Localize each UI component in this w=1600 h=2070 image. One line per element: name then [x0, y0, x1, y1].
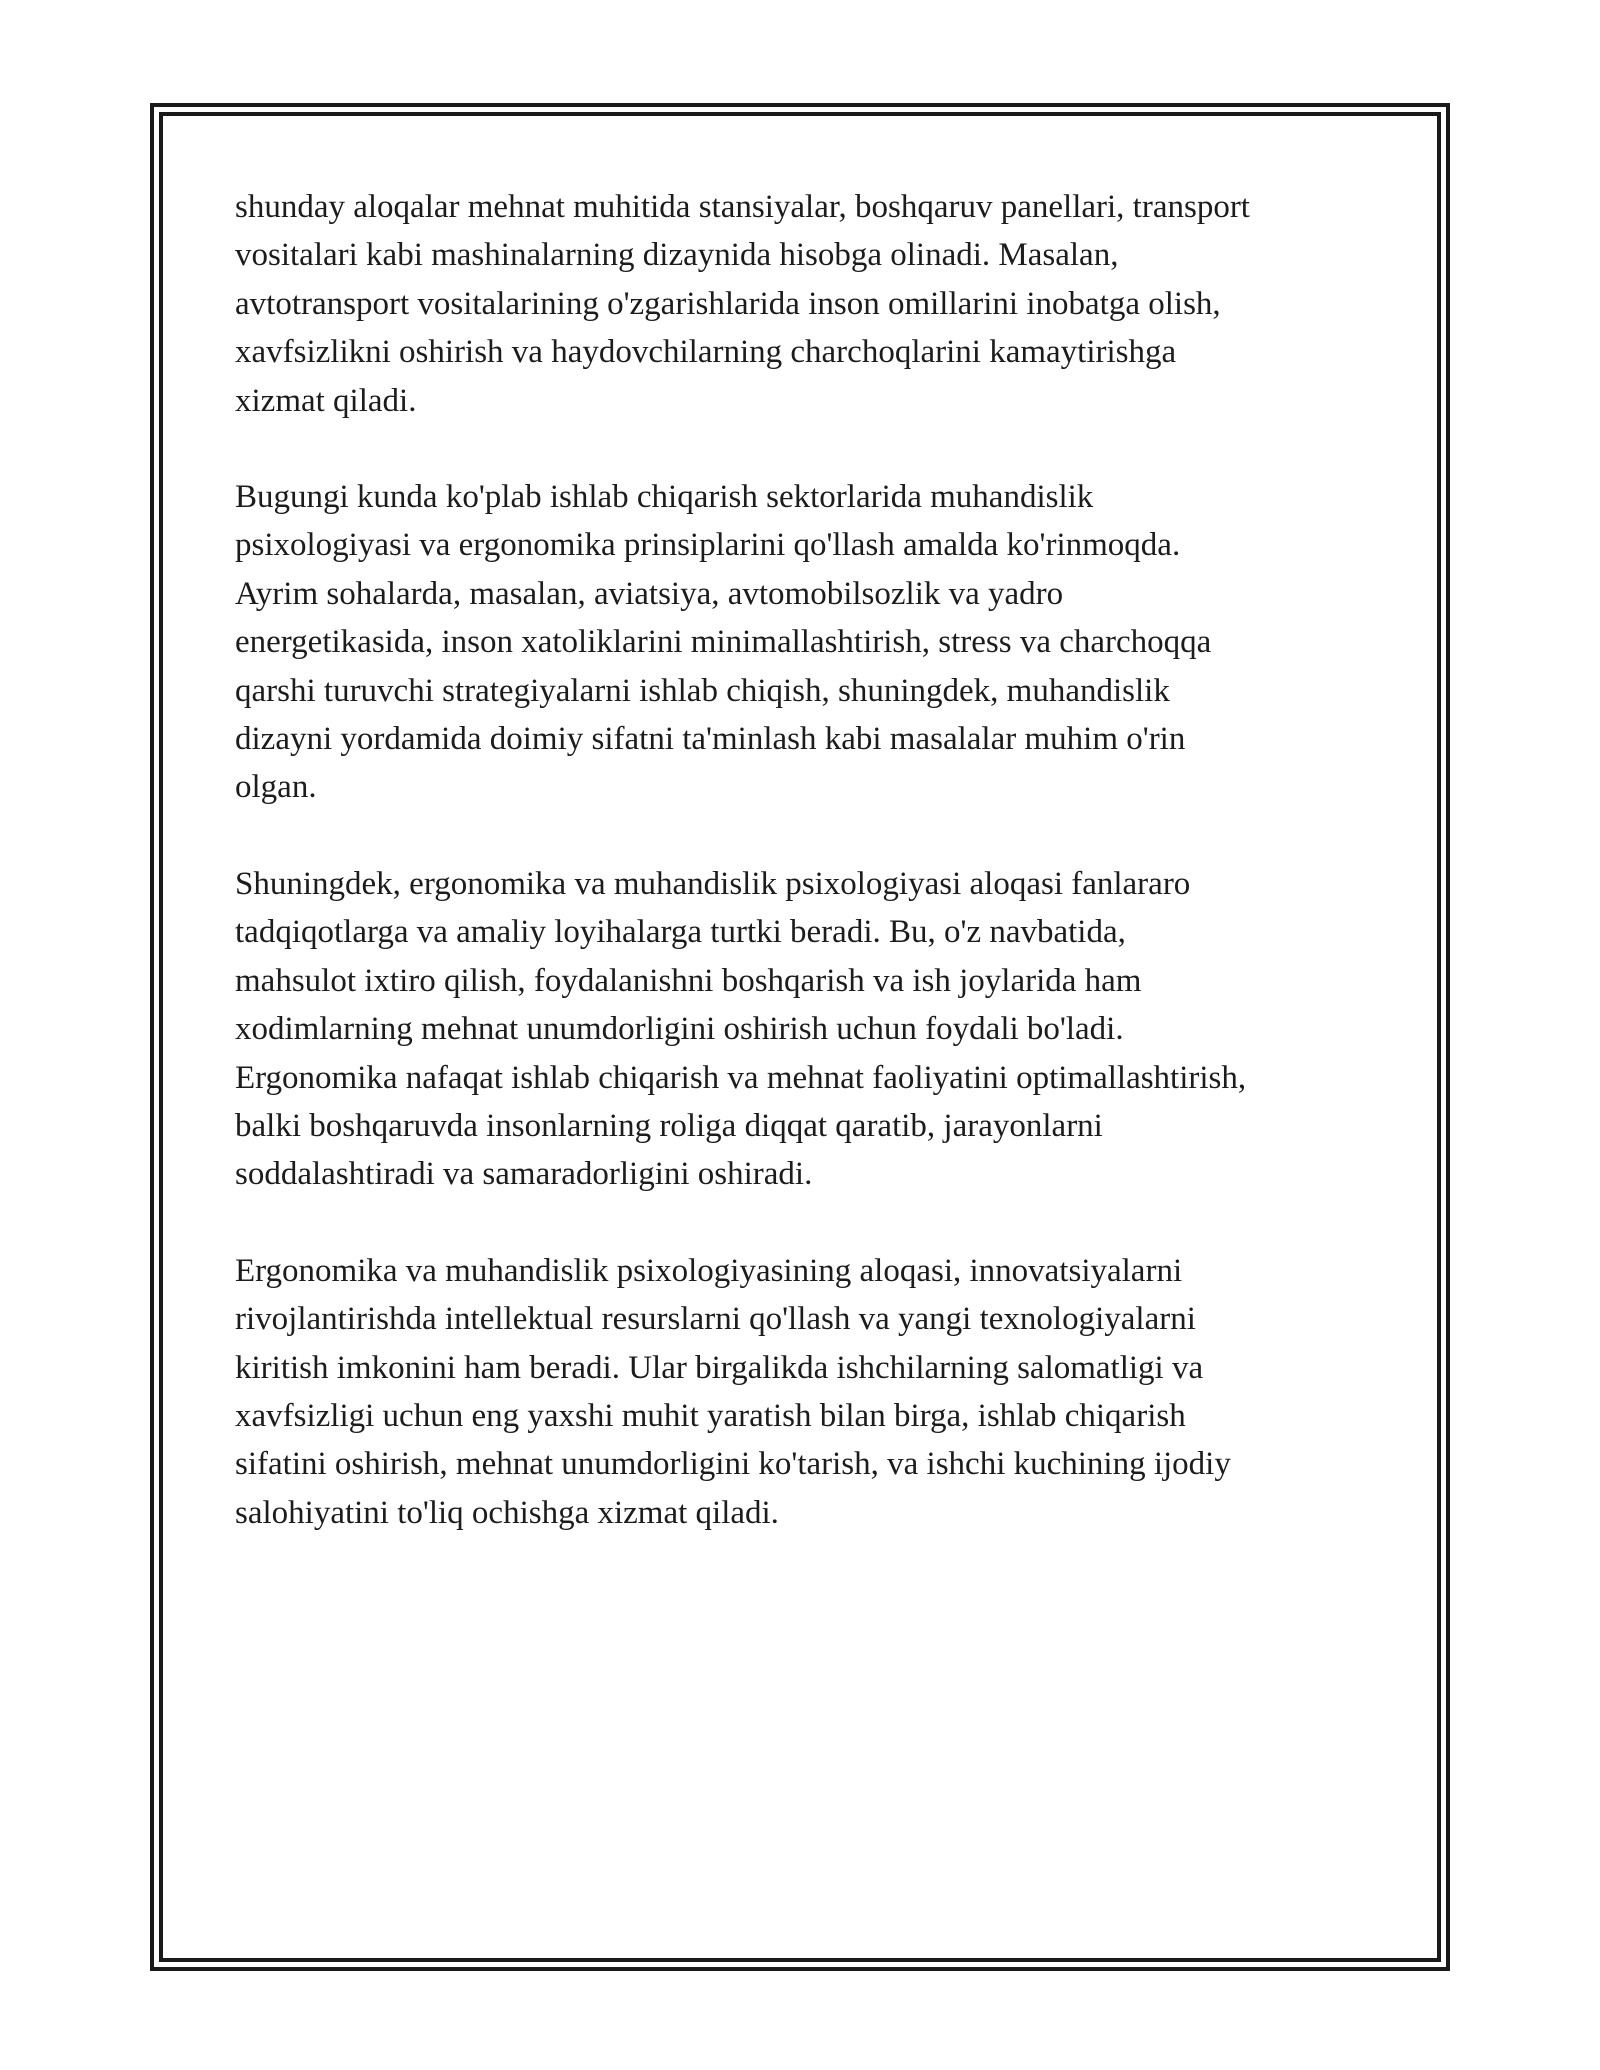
- text-line: mahsulot ixtiro qilish, foydalanishni boshqarish va ish joylarida ham: [235, 962, 1142, 999]
- text-line: rivojlantirishda intellektual resurslarni qo'llash va yangi texnologiyalarni: [235, 1301, 1196, 1338]
- text-line: shunday aloqalar mehnat muhitida stansiyalar, boshqaruv panellari, transport: [235, 189, 1250, 225]
- text-line: xavfsizligi uchun eng yaxshi muhit yaratish bilan birga, ishlab chiqarish: [235, 1397, 1186, 1434]
- text-line: Ayrim sohalarda, masalan, aviatsiya, avtomobilsozlik va yadro: [235, 575, 1064, 612]
- text-line: psixologiyasi va ergonomika prinsiplarini qo'llash amalda ko'rinmoqda.: [235, 527, 1181, 564]
- paragraph-4: [235, 1247, 1380, 1537]
- text-line: kiritish imkonini ham beradi. Ular birgalikda ishchilarning salomatligi va: [235, 1349, 1204, 1386]
- text-line: balki boshqaruvda insonlarning roliga diqqat qaratib, jarayonlarni: [235, 1107, 1103, 1144]
- paragraph-3: [235, 860, 1380, 1199]
- text-line: Ergonomika nafaqat ishlab chiqarish va mehnat faoliyatini optimallashtirish,: [235, 1059, 1247, 1096]
- text-line: salohiyatini to'liq ochishga xizmat qiladi.: [235, 1494, 779, 1531]
- text-line: sifatini oshirish, mehnat unumdorligini ko'tarish, va ishchi kuchining ijodiy: [235, 1446, 1231, 1483]
- text-line: olgan.: [235, 769, 317, 806]
- paragraph-1: [235, 183, 1380, 425]
- text-line: tadqiqotlarga va amaliy loyihalarga turtki beradi. Bu, o'z navbatida,: [235, 914, 1126, 951]
- text-line: avtotransport vositalarining o'zgarishlarida inson omillarini inobatga olish,: [235, 285, 1221, 322]
- text-line: dizayni yordamida doimiy sifatni ta'minlash kabi masalalar muhim o'rin: [235, 721, 1186, 758]
- text-line: xodimlarning mehnat unumdorligini oshirish uchun foydali bo'ladi.: [235, 1011, 1124, 1048]
- text-line: vositalari kabi mashinalarning dizaynida hisobga olinadi. Masalan,: [235, 237, 1119, 274]
- text-line: Shuningdek, ergonomika va muhandislik psixologiyasi aloqasi fanlararo: [235, 865, 1191, 902]
- text-line: Bugungi kunda ko'plab ishlab chiqarish sektorlarida muhandislik: [235, 479, 1094, 516]
- text-line: xavfsizlikni oshirish va haydovchilarning charchoqlarini kamaytirishga: [235, 334, 1177, 371]
- text-line: Ergonomika va muhandislik psixologiyasining aloqasi, innovatsiyalarni: [235, 1252, 1183, 1289]
- text-line: energetikasida, inson xatoliklarini minimallashtirish, stress va charchoqqa: [235, 624, 1212, 661]
- document-body: [235, 183, 1380, 1585]
- text-line: soddalashtiradi va samaradorligini oshiradi.: [235, 1156, 813, 1193]
- text-line: qarshi turuvchi strategiyalarni ishlab chiqish, shuningdek, muhandislik: [235, 672, 1170, 709]
- text-line: xizmat qiladi.: [235, 382, 417, 419]
- paragraph-2: [235, 473, 1380, 812]
